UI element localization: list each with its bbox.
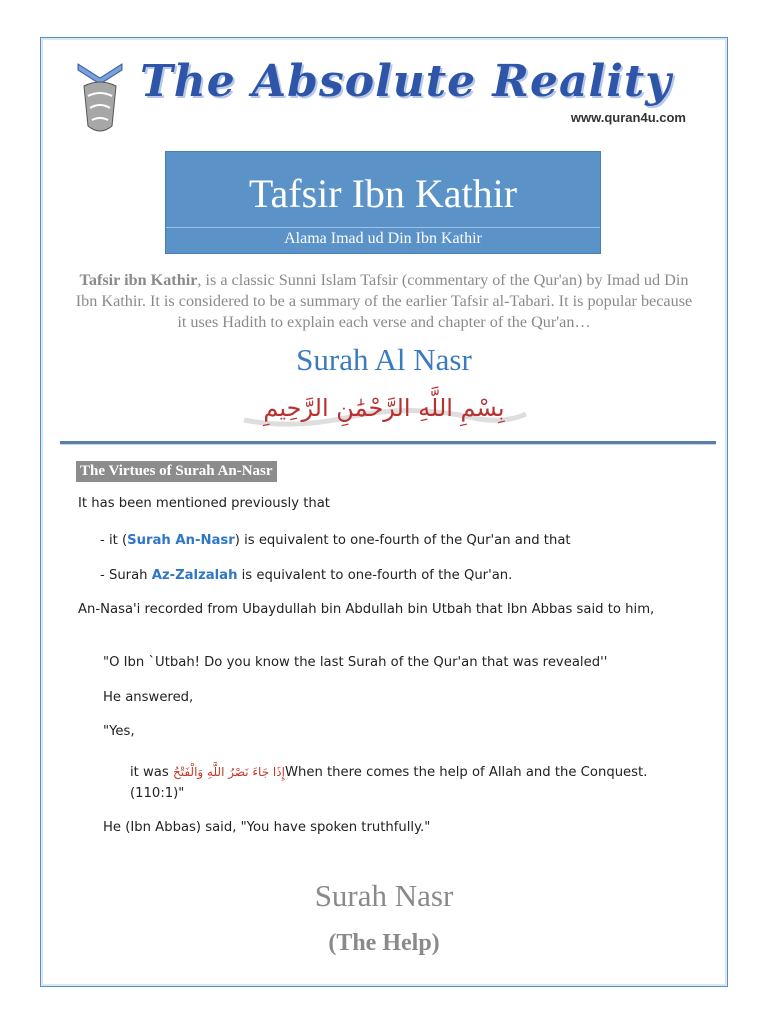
title-divider: [166, 227, 600, 228]
quote-line: "O Ibn `Utbah! Do you know the last Surah of the Qur'an that was revealed'': [103, 655, 608, 670]
author-subtitle: Alama Imad ud Din Ibn Kathir: [284, 230, 482, 247]
footer-subtitle: (The Help): [328, 930, 440, 956]
site-url[interactable]: www.quran4u.com: [570, 110, 686, 125]
logo-text: The Absolute Reality: [140, 56, 672, 107]
quote-line: He (Ibn Abbas) said, "You have spoken truthfully.": [103, 820, 431, 835]
page-title: Tafsir Ibn Kathir: [248, 171, 518, 216]
intro-bold: Tafsir ibn Kathir: [79, 271, 198, 289]
list-item: - Surah Az-Zalzalah is equivalent to one-fourth of the Qur'an.: [100, 568, 513, 583]
basmala-text: بِسْمِ اللَّهِ الرَّحْمَٰنِ الرَّحِيمِ: [263, 394, 505, 422]
site-banner: [70, 50, 700, 140]
section-label: The Virtues of Surah An-Nasr: [76, 461, 277, 482]
section-divider: [60, 441, 716, 445]
paragraph-narration: An-Nasa'i recorded from Ubaydullah bin Abdullah bin Utbah that Ibn Abbas said to him,: [78, 602, 655, 617]
quote-line: He answered,: [103, 690, 194, 705]
paragraph-intro: It has been mentioned previously that: [78, 496, 330, 511]
footer-title: Surah Nasr: [314, 878, 454, 913]
title-box: [165, 151, 601, 254]
quote-line: "Yes,: [103, 724, 135, 739]
quote-verse: it was إِذَا جَاءَ نَصْرُ اللَّهِ وَالْفَتْحُWhen there comes the help of Allah and the Conquest.: [130, 765, 648, 780]
intro-paragraph: [70, 270, 698, 333]
basmala-calligraphy: [234, 386, 534, 432]
verse-reference: (110:1)": [130, 786, 185, 801]
book-stand-icon: [72, 56, 128, 142]
arabic-verse: إِذَا جَاءَ نَصْرُ اللَّهِ وَالْفَتْحُ: [172, 765, 285, 779]
surah-link-az-zalzalah: Az-Zalzalah: [151, 568, 238, 583]
surah-link-an-nasr: Surah An-Nasr: [127, 533, 235, 548]
surah-heading: Surah Al Nasr: [296, 342, 472, 377]
list-item: - it (Surah An-Nasr) is equivalent to one-fourth of the Qur'an and that: [100, 533, 571, 548]
intro-text: , is a classic Sunni Islam Tafsir (commentary of the Qur'an) by Imad ud Din Ibn Kathir. It is considered to be a summary of the earlier Tafsir al-Tabari. It is popular because it uses Hadith to explain each verse and chapter of the Qur'an…: [75, 271, 693, 331]
